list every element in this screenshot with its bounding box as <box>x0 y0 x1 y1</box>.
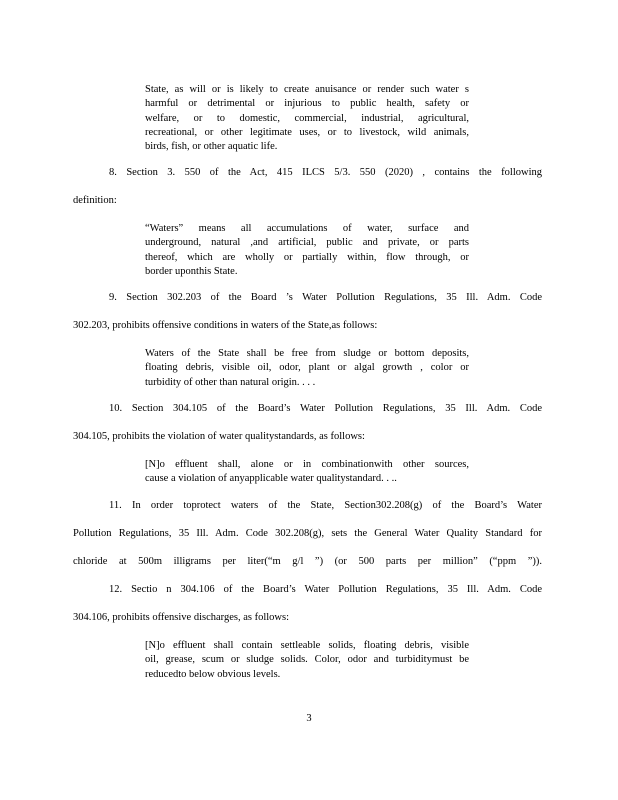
quote-line: cause a violation of anyapplicable water qualitystandard. . .. <box>145 473 397 485</box>
paragraph-12-line-1: 12. Sectio n 304.106 of the Board’s Water Pollution Regulations, 35 Ill. Adm. Code <box>109 584 542 595</box>
quote-line: turbidity of other than natural origin. . . . <box>145 376 316 388</box>
quote-line: oil, grease, scum or sludge solids. Color, odor and turbiditymust be <box>145 654 469 666</box>
paragraph-9-line-1: 9. Section 302.203 of the Board ’s Water Pollution Regulations, 35 Ill. Adm. Code <box>109 292 542 303</box>
block-quote-1 <box>145 83 469 154</box>
block-quote-3 <box>145 347 469 390</box>
paragraph-9-line-2: 302.203, prohibits offensive conditions in waters of the State,as follows: <box>73 320 378 331</box>
quote-line: birds, fish, or other aquatic life. <box>145 141 278 153</box>
quote-line: harmful or detrimental or injurious to public health, safety or <box>145 98 469 110</box>
block-quote-5 <box>145 639 469 682</box>
quote-line: floating debris, visible oil, odor, plant or algal growth , color or <box>145 362 469 374</box>
quote-line: border uponthis State. <box>145 265 238 277</box>
paragraph-11-line-3: chloride at 500m illigrams per liter(“m g/l ”) (or 500 parts per million” (“ppm ”)). <box>73 556 542 567</box>
quote-line: reducedto below obvious levels. <box>145 668 281 680</box>
page-number: 3 <box>306 713 312 724</box>
paragraph-10-line-1: 10. Section 304.105 of the Board’s Water Pollution Regulations, 35 Ill. Adm. Code <box>109 403 542 414</box>
paragraph-8-line-1: 8. Section 3. 550 of the Act, 415 ILCS 5/3. 550 (2020) , contains the following <box>109 167 542 178</box>
paragraph-11-line-1: 11. In order toprotect waters of the State, Section302.208(g) of the Board’s Water <box>109 500 542 511</box>
quote-line: [N]o effluent shall contain settleable solids, floating debris, visible <box>145 640 469 651</box>
paragraph-11-line-2: Pollution Regulations, 35 Ill. Adm. Code 302.208(g), sets the General Water Quality Standard for <box>73 528 542 539</box>
paragraph-10-line-2: 304.105, prohibits the violation of water qualitystandards, as follows: <box>73 431 365 442</box>
quote-line: State, as will or is likely to create anuisance or render such water s <box>145 84 469 95</box>
quote-line: welfare, or to domestic, commercial, industrial, agricultural, <box>145 112 469 124</box>
block-quote-4 <box>145 458 469 487</box>
quote-line: recreational, or other legitimate uses, or to livestock, wild animals, <box>145 126 469 138</box>
quote-line: “Waters” means all accumulations of water, surface and <box>145 223 469 234</box>
block-quote-2 <box>145 222 469 279</box>
paragraph-12-line-2: 304.106, prohibits offensive discharges, as follows: <box>73 612 290 623</box>
quote-line: thereof, which are wholly or partially within, flow through, or <box>145 251 469 263</box>
paragraph-8-line-2: definition: <box>73 195 117 206</box>
quote-line: Waters of the State shall be free from sludge or bottom deposits, <box>145 348 469 359</box>
quote-line: [N]o effluent shall, alone or in combinationwith other sources, <box>145 459 469 470</box>
quote-line: underground, natural ,and artificial, public and private, or parts <box>145 237 469 249</box>
